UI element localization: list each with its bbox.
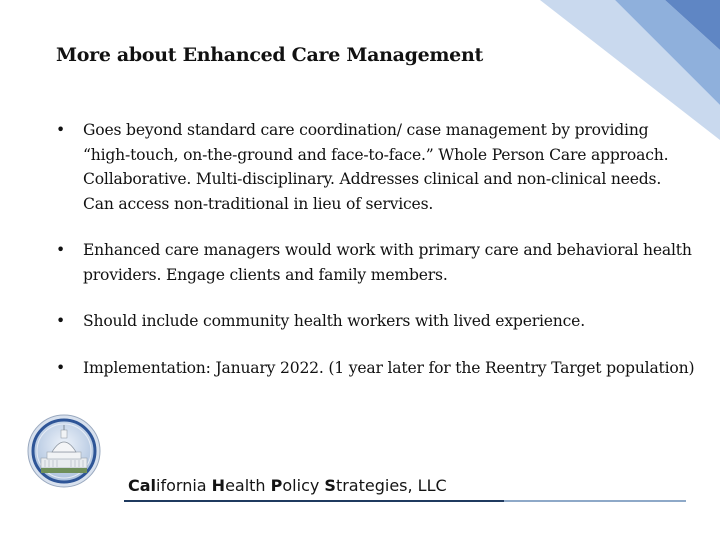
bullet-dot: • bbox=[56, 241, 65, 259]
footer-text-part: H bbox=[211, 476, 226, 495]
footer-text-part: S bbox=[324, 476, 336, 495]
footer-rule bbox=[124, 500, 686, 502]
bullet-text: Enhanced care managers would work with primary care and behavioral health providers. Engage clients and family members. bbox=[83, 241, 692, 284]
capitol-seal-logo bbox=[27, 414, 101, 488]
footer-text-part: trategies, LLC bbox=[335, 476, 447, 495]
footer-text-part: P bbox=[270, 476, 283, 495]
bullet-text: Goes beyond standard care coordination/ case management by providing “high-touch, on-the-ground and face-to-face.” Whole Person Care approach. Collaborative. Multi-disciplinary. Addresses clinical and non-clinical needs. Can access non-traditional in lieu of services. bbox=[83, 121, 669, 213]
slide-title: More about Enhanced Care Management bbox=[56, 44, 483, 66]
bullet-item bbox=[56, 238, 696, 287]
bullet-list bbox=[56, 118, 696, 380]
bullet-item bbox=[56, 118, 696, 216]
bullet-dot: • bbox=[56, 358, 65, 377]
bullet-dot: • bbox=[56, 312, 65, 330]
bullet-text: Should include community health workers with lived experience. bbox=[83, 312, 585, 330]
footer-text-part: ealth bbox=[225, 476, 271, 495]
bullet-dot: • bbox=[56, 121, 65, 139]
footer-text-part: Cal bbox=[128, 476, 157, 495]
bullet-item bbox=[56, 309, 696, 334]
bullet-text: Implementation: January 2022. (1 year later for the Reentry Target population) bbox=[83, 358, 695, 377]
footer-text-part: olicy bbox=[282, 476, 325, 495]
bullet-item bbox=[56, 356, 696, 381]
footer-company-name bbox=[128, 476, 447, 495]
footer-text-part: ifornia bbox=[156, 476, 212, 495]
